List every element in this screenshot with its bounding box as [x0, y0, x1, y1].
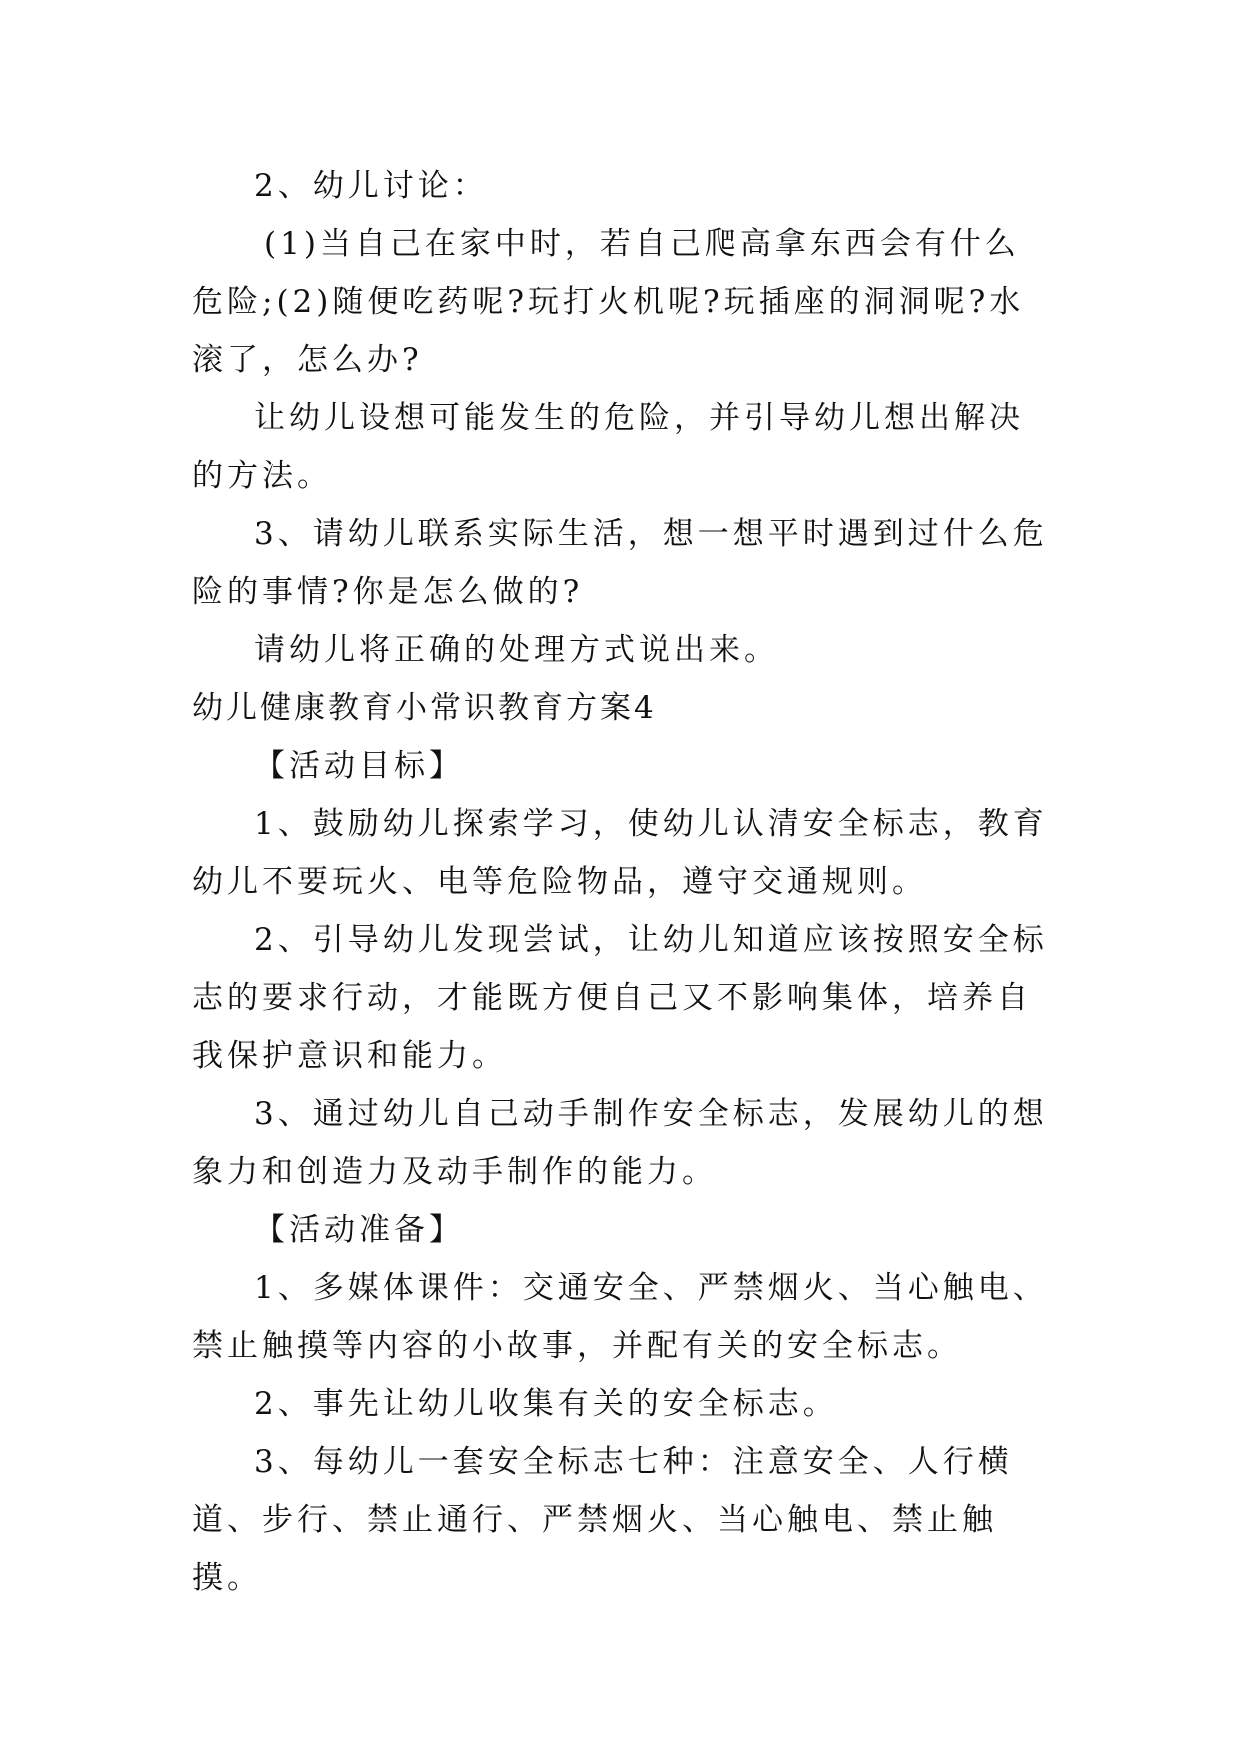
paragraph-say-handling: 请幼儿将正确的处理方式说出来。 — [254, 632, 779, 668]
document-body — [192, 157, 1054, 1607]
paragraph-prep-3: 3、每幼儿一套安全标志七种：注意安全、人行横道、步行、禁止通行、严禁烟火、当心触电、禁止触摸。 — [192, 1444, 1013, 1596]
paragraph-goal-3: 3、通过幼儿自己动手制作安全标志，发展幼儿的想象力和创造力及动手制作的能力。 — [192, 1096, 1048, 1190]
heading-activity-preparation: 【活动准备】 — [254, 1212, 464, 1248]
section-title: 幼儿健康教育小常识教育方案4 — [192, 690, 657, 726]
paragraph-goal-1: 1、鼓励幼儿探索学习，使幼儿认清安全标志，教育幼儿不要玩火、电等危险物品，遵守交通规则。 — [192, 806, 1048, 900]
paragraph-prep-1: 1、多媒体课件：交通安全、严禁烟火、当心触电、禁止触摸等内容的小故事，并配有关的安全标志。 — [192, 1270, 1048, 1364]
paragraph-discussion-step: 2、幼儿讨论： — [254, 168, 488, 204]
paragraph-prep-2: 2、事先让幼儿收集有关的安全标志。 — [254, 1386, 838, 1422]
paragraph-discussion-questions: (1)当自己在家中时，若自己爬高拿东西会有什么危险;(2)随便吃药呢?玩打火机呢?玩插座的洞洞呢?水滚了，怎么办? — [192, 226, 1025, 378]
paragraph-real-life: 3、请幼儿联系实际生活，想一想平时遇到过什么危险的事情?你是怎么做的? — [192, 516, 1048, 610]
paragraph-goal-2: 2、引导幼儿发现尝试，让幼儿知道应该按照安全标志的要求行动，才能既方便自己又不影响集体，培养自我保护意识和能力。 — [192, 922, 1048, 1074]
paragraph-imagine-danger: 让幼儿设想可能发生的危险，并引导幼儿想出解决的方法。 — [192, 400, 1024, 494]
heading-activity-goals: 【活动目标】 — [254, 748, 464, 784]
